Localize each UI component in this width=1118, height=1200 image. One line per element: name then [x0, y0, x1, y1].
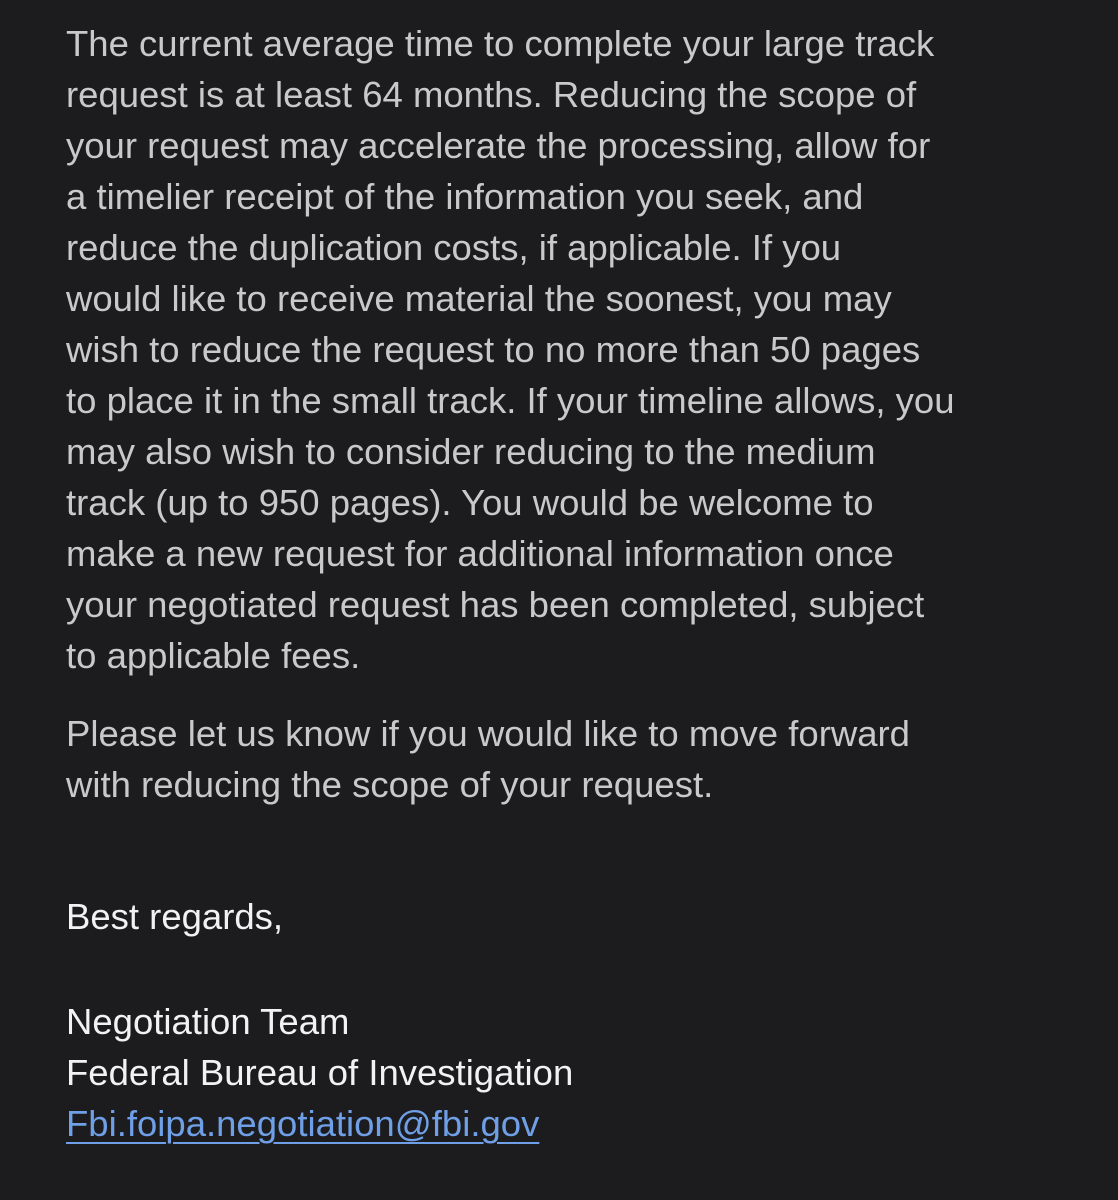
signature-organization: Federal Bureau of Investigation	[66, 1052, 574, 1093]
signature-block	[66, 996, 573, 1149]
body-paragraph-reduce-scope: Please let us know if you would like to move forward with reducing the scope of your request.	[66, 713, 910, 805]
body-paragraph-timeline: The current average time to complete your large track request is at least 64 months. Reducing the scope of your request may accelerate the processing, allow for a timelier receipt of the information you seek, and reduce the duplication costs, if applicable. If you would like to receive material the soonest, you may wish to reduce the request to no more than 50 pages to place it in the small track. If your timeline allows, you may also wish to consider reducing to the medium track (up to 950 pages). You would be welcome to make a new request for additional information once your negotiated request has been completed, subject to applicable fees.	[66, 23, 955, 676]
signature-email-link[interactable]: Fbi.foipa.negotiation@fbi.gov	[66, 1103, 540, 1144]
signature-team: Negotiation Team	[66, 1001, 350, 1042]
email-body	[66, 18, 1066, 810]
closing-line: Best regards,	[66, 896, 284, 937]
